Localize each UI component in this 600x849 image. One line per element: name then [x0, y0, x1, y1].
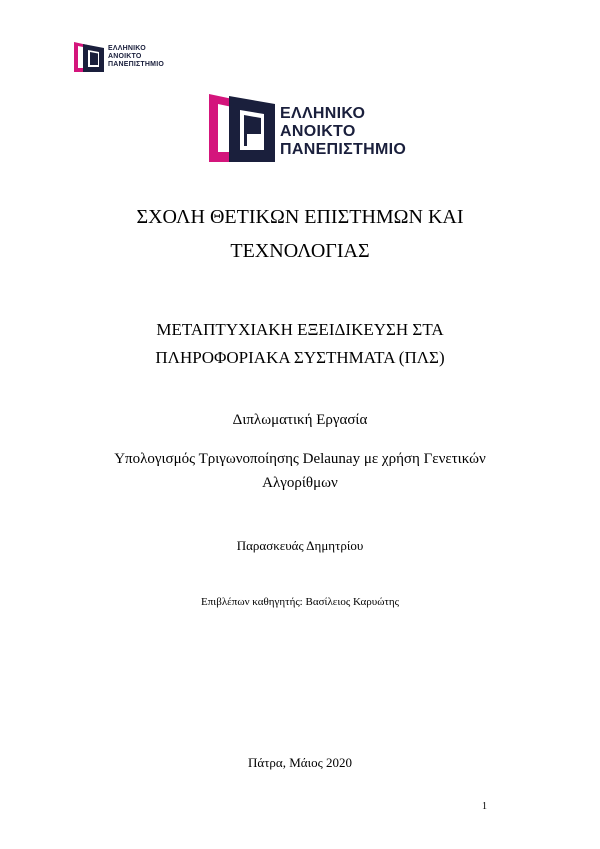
- header-logo-text: [108, 45, 164, 69]
- thesis-title-line-2: Αλγορίθμων: [262, 475, 338, 491]
- program-name-line-1: ΜΕΤΑΠΤΥΧΙΑΚΗ ΕΞΕΙΔΙΚΕΥΣΗ ΣΤΑ: [156, 320, 444, 339]
- page-number: 1: [482, 801, 487, 812]
- logo-line-3: ΠΑΝΕΠΙΣΤΗΜΙΟ: [280, 141, 407, 158]
- university-logo-text: [280, 105, 406, 159]
- header-logo: [72, 40, 182, 76]
- header-logo-line-1: ΕΛΛΗΝΙΚΟ: [108, 45, 146, 52]
- thesis-type: Διπλωματική Εργασία: [232, 412, 368, 428]
- header-logo-line-3: ΠΑΝΕΠΙΣΤΗΜΙΟ: [108, 61, 164, 68]
- university-logo: [207, 90, 407, 166]
- program-name: [0, 316, 600, 372]
- author-name: Παρασκευάς Δημητρίου: [236, 538, 364, 553]
- program-name-line-2: ΠΛΗΡΟΦΟΡΙΑΚΑ ΣΥΣΤΗΜΑΤΑ (ΠΛΣ): [155, 348, 445, 367]
- place-date: Πάτρα, Μάιος 2020: [248, 755, 352, 770]
- school-name: [0, 200, 600, 268]
- supervisor: Επιβλέπων καθηγητής: Βασίλειος Καρυώτης: [201, 596, 399, 608]
- school-name-line-1: ΣΧΟΛΗ ΘΕΤΙΚΩΝ ΕΠΙΣΤΗΜΩΝ ΚΑΙ: [136, 206, 464, 228]
- logo-line-2: ΑΝΟΙΚΤΟ: [280, 123, 356, 140]
- eap-logo-icon: [207, 90, 277, 164]
- eap-logo-icon: [72, 40, 106, 74]
- header-logo-line-2: ΑΝΟΙΚΤΟ: [108, 53, 142, 60]
- thesis-title: [0, 447, 600, 495]
- logo-line-1: ΕΛΛΗΝΙΚΟ: [280, 105, 366, 122]
- school-name-line-2: ΤΕΧΝΟΛΟΓΙΑΣ: [230, 240, 370, 262]
- thesis-title-line-1: Υπολογισμός Τριγωνοποίησης Delaunay με χρήση Γενετικών: [114, 451, 486, 467]
